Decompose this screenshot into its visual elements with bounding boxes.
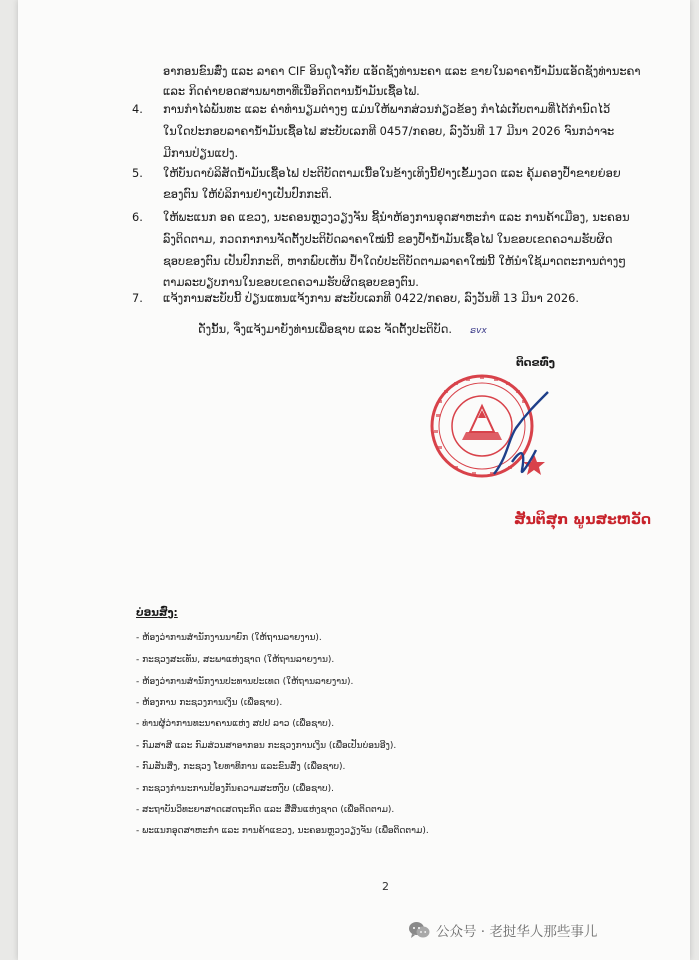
item-line: ໃນໃດປະກອບລາຄານ້ຳມັນເຊື້ອໄຟ ສະບັບເລກທີ 0457/ກຄອບ, ລົງວັນທີ 17 ມີນາ 2026 ຈົນກວ່າຈະ: [163, 124, 615, 138]
recipient-item: - ກະຊວງກ່ານະການປ້ອງກັນຄວາມສະຫງົບ (ເພື່ອຊາບ).: [136, 784, 334, 794]
item-line: ຂອງຕົນ ໃຫ້ບໍລິການຢ່າງເປັນປົກກະຕິ.: [163, 187, 333, 201]
watermark-text: 公众号 · 老挝华人那些事儿: [436, 924, 598, 940]
item-line: ແຈ້ງການສະບັບນີ້ ປ່ຽນແທນແຈ້ງການ ສະບັບເລກທີ 0422/ກຄອບ, ລົງວັນທີ 13 ມີນາ 2026.: [163, 291, 580, 305]
item-line: ໃຫ້ບັນດາບໍລິສັດນ້ຳມັນເຊື້ອໄຟ ປະຕິບັດຕາມເນື້ອໃນຂ້າງເທິງນີ້ຢ່າງເຂັ້ມງວດ ແລະ ຄຸ້ມຄອງປ້ຳຂາຍຍ່ອຍ: [163, 166, 621, 180]
document-page: [18, 0, 690, 960]
recipient-item: - ພະແນກອຸດສາຫະກຳ ແລະ ການຄ້າແຂວງ, ນະຄອນຫຼວງວຽງຈັນ (ເພື່ອຕິດຕາມ).: [136, 826, 429, 836]
wechat-official-account-icon: [408, 921, 430, 939]
recipient-item: - ທ່ານຜູ້ວ່າການທະນາຄານແຫ່ງ ສປປ ລາວ (ເພື່ອຊາບ).: [136, 719, 335, 729]
recipient-item: - ຫ້ອງການ ກະຊວງການເງິນ (ເພື່ອຊາບ).: [136, 698, 283, 708]
closing-text: ດັ່ງນັ້ນ, ຈຶ່ງແຈ້ງມາຍັງທ່ານເພື່ອຊາບ ແລະ ຈັດຕັ້ງປະຕິບັດ.: [198, 322, 452, 336]
recipient-item: - ຫ້ອງວ່າການສຳນັກງານນາຍົກ (ໃຫ້ຖານລາຍງານ).: [136, 633, 322, 643]
item-line: ລົງຕິດຕາມ, ກວດກາການຈັດຕັ້ງປະຕິບັດລາຄາໃໝ່ນີ້ ຂອງປ້ຳນ້ຳມັນເຊື້ອໄຟ ໃນຂອບເຂດຄວາມຮັບຜິດ: [163, 232, 613, 246]
recipient-item: - ກົມສັນສິ່ງ, ກະຊວງ ໂຍທາທິການ ແລະຂົນສົ່ງ (ເພື່ອຊາບ).: [136, 762, 346, 772]
intro-line: ແລະ ກິດຄ່າຍອດສານພາຫາທີ່ເນື່ອກິດຕານນ້ຳມັນເຊື້ອໄຟ.: [163, 84, 420, 98]
recipient-item: - ສະຖາບັນວິທະຍາສາດເສດຖະກິດ ແລະ ສື່ສຶນແຫ່ງຊາດ (ເພື່ອຕິດຕາມ).: [136, 805, 395, 815]
intro-line: ອາກອນຂົນສົ່ງ ແລະ ລາຄາ CIF ອິນດູໂຈກັຍ ແອັດຊັງທ່ານະຄາ ແລະ ຂາຍໃນລາຄານ້ຳມັນແອັດຊັງທ່ານະຄາ: [163, 64, 641, 78]
item-number: 4.: [132, 102, 143, 116]
official-seal-icon: [424, 370, 550, 482]
item-line: ໃຫ້ພະແນກ ອຄ ແຂວງ, ນະຄອນຫຼວງວຽງຈັນ ຊີ້ນຳຫ້ອງການອຸດສາຫະກຳ ແລະ ການຄ້າເມືອງ, ນະຄອນ: [163, 210, 630, 224]
recipients-heading: ບ່ອນສົ່ງ:: [136, 607, 178, 619]
recipient-item: - ຫ້ອງວ່າການສຳນັກງານປະທານປະເທດ (ໃຫ້ຖານລາຍງານ).: [136, 677, 354, 687]
recipient-item: - ກົມສາສີ ແລະ ກົມສ່ວນສາອາກອນ ກະຊວງການເງິນ (ເພື່ອເປັນບ່ອນອີງ).: [136, 741, 397, 751]
signature-title: ຕິດຂທົ່ງ: [516, 356, 556, 369]
item-number: 7.: [132, 291, 143, 305]
item-line: ຊອບຂອງຕົນ ເປັນປົກກະຕິ, ຫາກພົບເຫັນ ປ້ຳໃດບໍ່ປະຕິບັດຕາມລາຄາໃໝ່ນີ້ ໃຫ້ນຳໃຊ້ມາດຕະການຕ່າງໆ: [163, 254, 626, 268]
item-line: ຕາມລະບຽບການໃນຂອບເຂດຄວາມຮັບຜິດຊອບຂອງຕົນ.: [163, 275, 419, 289]
item-number: 6.: [132, 210, 143, 224]
item-number: 5.: [132, 166, 143, 180]
page-number: 2: [382, 880, 389, 893]
initials: ຣvx: [470, 326, 487, 336]
recipient-item: - ກະຊວງສະເທັນ, ສະພາແຫ່ງຊາດ (ໃຫ້ຖານລາຍງານ).: [136, 655, 335, 665]
signer-name: ສັນຕິສຸກ ພູນສະຫວັດ: [514, 512, 652, 528]
item-line: ມີການປ່ຽນແປງ.: [163, 146, 239, 160]
item-line: ການກຳໄລ່ພັນທະ ແລະ ຄ່າທຳນຽມຕ່າງໆ ແມ່ນໃຫ້ພາກສ່ວນກ່ຽວຂ້ອງ ກຳໄລ່ເກັບຕາມທີ່ໄດ້ກຳນົດໄວ້: [163, 102, 611, 116]
watermark: [408, 918, 597, 942]
